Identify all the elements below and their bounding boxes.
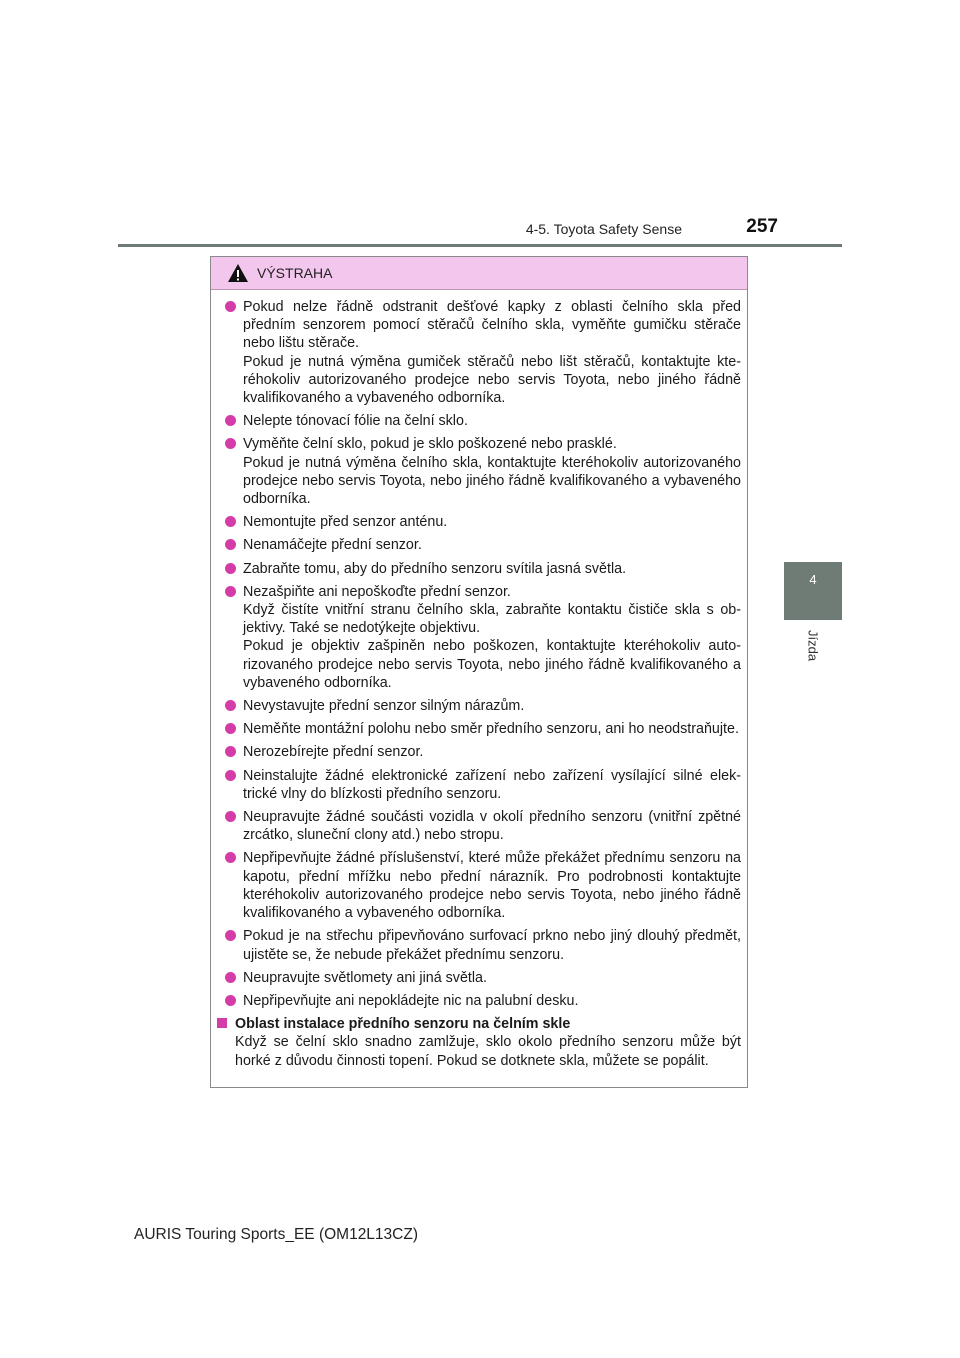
- warning-list-item: [217, 412, 741, 430]
- warning-list-item: [217, 560, 741, 578]
- warning-item-text: Pokud je nutná výměna gumiček stěračů nebo lišt stěračů, kontaktujte kteréhokoliv autorizovaného prodejce nebo servis Toyota, nebo jiného řádně kvalifikovaného a vybaveného odborníka.: [243, 353, 741, 407]
- chapter-label: Jízda: [805, 630, 821, 662]
- bullet-icon: [225, 852, 236, 863]
- header-divider: [118, 244, 842, 247]
- warning-item-text: Nemontujte před senzor anténu.: [243, 514, 448, 531]
- warning-item-text: Nezašpiňte ani nepoškoďte přední senzor.: [243, 583, 511, 600]
- chapter-number: 4: [809, 572, 817, 587]
- warning-item-text: Neměňte montážní polohu nebo směr předního senzoru, ani ho neodstraňujte.: [243, 721, 739, 738]
- document-footer: AURIS Touring Sports_EE (OM12L13CZ): [134, 1226, 418, 1243]
- subsection-title: Oblast instalace předního senzoru na čelním skle: [235, 1016, 571, 1033]
- page-number: 257: [746, 216, 778, 237]
- chapter-tab: [784, 562, 842, 620]
- warning-item-text: Nelepte tónovací fólie na čelní sklo.: [243, 413, 468, 430]
- bullet-icon: [225, 586, 236, 597]
- subsection-text: Když se čelní sklo snadno zamlžuje, sklo okolo předního senzoru může být horké z důvodu činnosti topení. Pokud se dotknete skla, můžete se popálit.: [235, 1034, 741, 1069]
- warning-item-text: Nenamáčejte přední senzor.: [243, 537, 422, 554]
- warning-list-item: [217, 808, 741, 844]
- warning-item-text: Nepřipevňujte ani nepokládejte nic na palubní desku.: [243, 992, 579, 1009]
- warning-item-text: Vyměňte čelní sklo, pokud je sklo poškozené nebo prasklé.: [243, 436, 617, 453]
- warning-item-text: Pokud nelze řádně odstranit dešťové kapky z oblasti čelního skla před předním senzorem pomocí stěračů čelního skla, vyměňte gumičku stěrače nebo lištu stěrače.: [243, 299, 741, 352]
- warning-triangle-icon: [227, 263, 249, 283]
- warning-item-text: Neupravujte žádné součásti vozidla v okolí předního senzoru (vnitřní zpětné zrcátko, sluneční clony atd.) nebo stropu.: [243, 809, 741, 844]
- warning-list-item: [217, 435, 741, 508]
- bullet-icon: [225, 438, 236, 449]
- warning-title: VÝSTRAHA: [257, 265, 333, 281]
- bullet-icon: [225, 415, 236, 426]
- square-bullet-icon: [217, 1018, 227, 1028]
- warning-list-item: [217, 969, 741, 987]
- bullet-icon: [225, 746, 236, 757]
- warning-list-item: [217, 720, 741, 738]
- warning-item-text: Neupravujte světlomety ani jiná světla.: [243, 969, 487, 986]
- warning-list-item: [217, 697, 741, 715]
- bullet-icon: [225, 539, 236, 550]
- bullet-icon: [225, 563, 236, 574]
- warning-item-text: Pokud je objektiv zašpiněn nebo poškozen, kontaktujte kteréhokoliv autorizovaného prodejce nebo servis Toyota, nebo jiného řádně kvalifikovaného a vybaveného odborníka.: [243, 638, 741, 691]
- warning-item-text: Nerozebírejte přední senzor.: [243, 744, 424, 761]
- bullet-icon: [225, 811, 236, 822]
- warning-list-item: [217, 298, 741, 407]
- warning-item-text: Pokud je nutná výměna čelního skla, kontaktujte kteréhokoliv autorizovaného prodejce nebo servis Toyota, nebo jiného řádně kvalifikovaného a vybaveného odborníka.: [243, 454, 741, 508]
- bullet-icon: [225, 770, 236, 781]
- warning-list-item: [217, 849, 741, 922]
- warning-item-text: Nevystavujte přední senzor silným nárazům.: [243, 698, 525, 715]
- warning-body: [211, 290, 747, 1070]
- warning-item-text: Pokud je na střechu připevňováno surfovací prkno nebo jiný dlouhý předmět, ujistěte se, že nebude překážet přednímu senzoru.: [243, 928, 741, 963]
- bullet-icon: [225, 301, 236, 312]
- warning-list-item: [217, 767, 741, 803]
- running-header-section: 4-5. Toyota Safety Sense: [525, 221, 682, 237]
- bullet-icon: [225, 723, 236, 734]
- warning-item-text: Neinstalujte žádné elektronické zařízení nebo zařízení vysílající silné elektrické vlny do blízkosti předního senzoru.: [243, 767, 741, 802]
- bullet-icon: [225, 995, 236, 1006]
- warning-list-item: [217, 536, 741, 554]
- bullet-icon: [225, 516, 236, 527]
- bullet-icon: [225, 700, 236, 711]
- warning-list-item: [217, 583, 741, 692]
- warning-list-item: [217, 743, 741, 761]
- warning-item-text: Zabraňte tomu, aby do předního senzoru svítila jasná světla.: [243, 560, 627, 577]
- warning-list-item: [217, 513, 741, 531]
- warning-header: [211, 257, 747, 290]
- bullet-icon: [225, 930, 236, 941]
- warning-list-item: [217, 992, 741, 1010]
- bullet-icon: [225, 972, 236, 983]
- warning-list-item: [217, 927, 741, 963]
- warning-box: [210, 256, 748, 1088]
- warning-subsection: [217, 1015, 741, 1070]
- warning-item-text: Nepřipevňujte žádné příslušenství, které může překážet přednímu senzoru na kapotu, přední mřížku nebo přední nárazník. Pro podrobnosti kontaktujte kteréhokoliv autorizovaného prodejce nebo servis Toyota, nebo jiného řádně kvalifikovaného a vybaveného odborníka.: [243, 850, 741, 922]
- warning-item-text: Když čistíte vnitřní stranu čelního skla, zabraňte kontaktu čističe skla s objektivy. Také se nedotýkejte objektivu.: [243, 602, 741, 637]
